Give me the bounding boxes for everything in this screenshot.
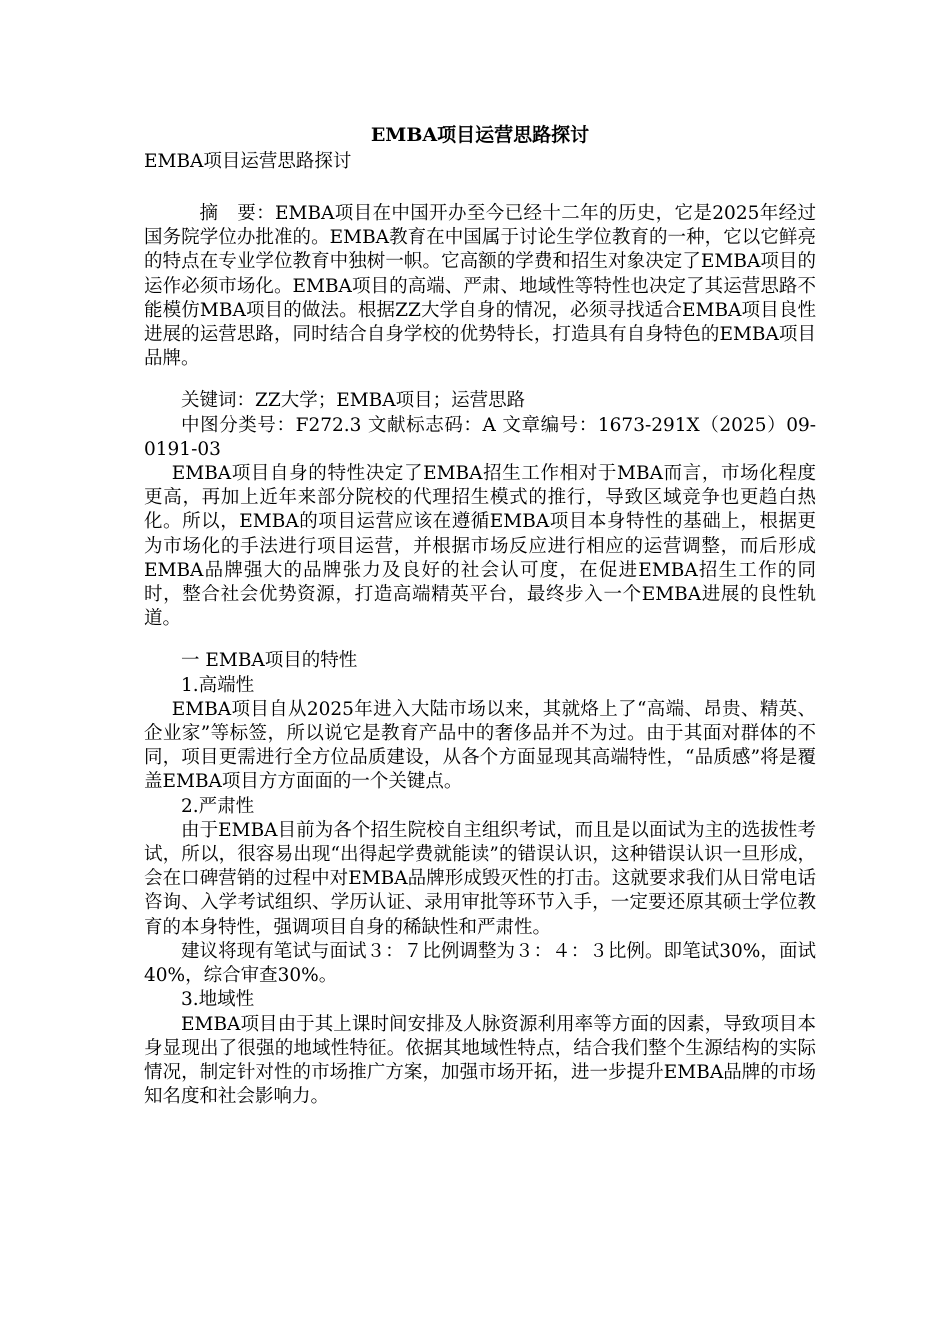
spacer — [144, 631, 816, 649]
intro-paragraph: EMBA项目自身的特性决定了EMBA招生工作相对于MBA而言，市场化程度更高，再加上近年来部分院校的代理招生模式的推行，导致区域竞争也更趋白热化。所以，EMBA的项目运营应该在遵循EMBA项目本身特性的基础上，根据更为市场化的手法进行项目运营，并根据市场反应进行相应的运营调整，而后形成EMBA品牌强大的品牌张力及良好的社会认可度，在促进EMBA招生工作的同时，整合社会优势资源，打造高端精英平台，最终步入一个EMBA进展的良性轨道。 — [144, 463, 816, 630]
section-heading: 一 EMBA项目的特性 — [181, 650, 358, 672]
abstract-paragraph: 摘 要：EMBA项目在中国开办至今已经十二年的历史，它是2025年经过国务院学位办批准的。EMBA教育在中国属于讨论生学位教育的一种，它以它鲜亮的特点在专业学位教育中独树一帜。它高额的学费和招生对象决定了EMBA项目的运作必须市场化。EMBA项目的高端、严肃、地域性等特性也决定了其运营思路不能模仿MBA项目的做法。根据ZZ大学自身的情况，必须寻找适合EMBA项目良性进展的运营思路，同时结合自身学校的优势特长，打造具有自身特色的EMBA项目品牌。 — [144, 203, 816, 370]
subsection-heading-seriousness: 2.严肃性 — [181, 795, 255, 817]
document-body — [144, 120, 816, 1109]
document-subtitle: EMBA项目运营思路探讨 — [144, 151, 352, 172]
subsection-text-high-end: EMBA项目自从2025年进入大陆市场以来，其就烙上了“高端、昂贵、精英、企业家”等标签，所以说它是教育产品中的奢侈品并不为过。由于其面对群体的不同，项目更需进行全方位品质建设，从各个方面显现其高端特性，“品质感”将是覆盖EMBA项目方方面面的一个关键点。 — [144, 698, 816, 793]
subsection-text-regional: EMBA项目由于其上课时间安排及人脉资源利用率等方面的因素，导致项目本身显现出了很强的地域性特征。依据其地域性特点，结合我们整个生源结构的实际情况，制定针对性的市场推广方案，加强市场开拓，进一步提升EMBA品牌的市场知名度和社会影响力。 — [144, 1013, 816, 1108]
subsection-heading-high-end: 1.高端性 — [181, 674, 255, 696]
classification-line: 中图分类号：F272.3 文献标志码：A 文章编号：1673-291X（2025）09-0191-03 — [144, 414, 816, 460]
subsection-text-ratio: 建议将现有笔试与面试３：７比例调整为３：４：３比例。即笔试30%，面试40%，综合审查30%。 — [144, 940, 816, 987]
document-title: EMBA项目运营思路探讨 — [370, 124, 590, 146]
subsection-heading-regional: 3.地域性 — [181, 989, 255, 1011]
subsection-text-seriousness: 由于EMBA目前为各个招生院校自主组织考试，而且是以面试为主的选拔性考试，所以，很容易出现“出得起学费就能读”的错误认识，这种错误认识一旦形成，会在口碑营销的过程中对EMBA品牌形成毁灭性的打击。这就要求我们从日常电话咨询、入学考试组织、学历认证、录用审批等环节入手，一定要还原其硕士学位教育的本身特性，强调项目自身的稀缺性和严肃性。 — [144, 819, 816, 938]
spacer — [144, 371, 816, 389]
keywords-line: 关键词：ZZ大学；EMBA项目；运营思路 — [181, 390, 526, 412]
